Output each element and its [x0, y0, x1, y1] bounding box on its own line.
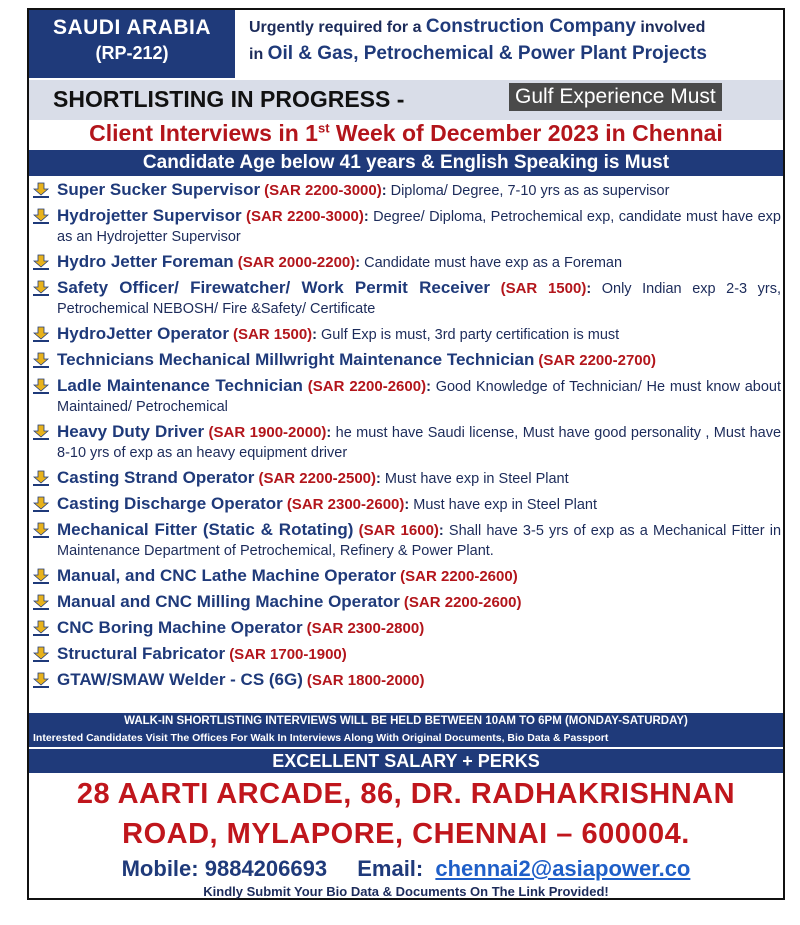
- job-item: Super Sucker Supervisor (SAR 2200-3000): Diploma/ Degree, 7-10 yrs as as supervisor: [33, 180, 781, 201]
- job-list: [33, 180, 781, 696]
- shortlisting-text: SHORTLISTING IN PROGRESS -: [53, 86, 405, 112]
- down-arrow-icon: [33, 671, 49, 689]
- down-arrow-icon: [33, 325, 49, 343]
- job-salary: (SAR 1500): [500, 280, 587, 297]
- requirement-line-2: in Oil & Gas, Petrochemical & Power Plant Projects: [249, 43, 707, 64]
- job-salary: (SAR 2200-2600): [400, 568, 518, 585]
- job-item: [33, 350, 781, 371]
- down-arrow-icon: [33, 495, 49, 513]
- job-description: Good Knowledge of Technician/ He must know about Maintained/ Petrochemical: [57, 379, 782, 415]
- job-title: Hydro Jetter Foreman: [57, 252, 234, 271]
- job-item: [33, 644, 781, 665]
- reference-code: (RP-212): [95, 43, 169, 63]
- job-description: Must have exp in Steel Plant: [384, 471, 569, 487]
- down-arrow-icon: [33, 279, 49, 297]
- job-item: Casting Strand Operator (SAR 2200-2500): Must have exp in Steel Plant: [33, 468, 781, 489]
- job-title: Manual, and CNC Lathe Machine Operator: [57, 566, 397, 585]
- contact-line: [29, 856, 783, 882]
- country-name: SAUDI ARABIA: [52, 16, 212, 39]
- job-description: Degree/ Diploma, Petrochemical exp, candidate must have exp as an Hydrojetter Supervisor: [57, 209, 782, 245]
- down-arrow-icon: [33, 645, 49, 663]
- job-description: Gulf Exp is must, 3rd party certification is must: [321, 327, 620, 343]
- address-line-1: 28 AARTI ARCADE, 86, DR. RADHAKRISHNAN: [76, 778, 736, 810]
- job-advert: [27, 8, 785, 900]
- job-salary: (SAR 1700-1900): [229, 646, 347, 663]
- job-title: Manual and CNC Milling Machine Operator: [57, 592, 400, 611]
- job-title: Technicians Mechanical Millwright Maintenance Technician: [57, 350, 535, 369]
- down-arrow-icon: [33, 469, 49, 487]
- job-salary: (SAR 2300-2600): [286, 496, 405, 513]
- mobile-label: Mobile:: [121, 856, 199, 881]
- requirement-line-1: Urgently required for a Construction Company involved: [249, 16, 706, 37]
- job-item: Hydrojetter Supervisor (SAR 2200-3000): Degree/ Diploma, Petrochemical exp, candidate must have exp as an Hydrojetter Supervisor: [33, 206, 781, 247]
- job-title: Hydrojetter Supervisor: [57, 206, 242, 225]
- job-item: Heavy Duty Driver (SAR 1900-2000): he must have Saudi license, Must have good personality , Must have 8-10 yrs of exp as an heavy equipment driver: [33, 422, 781, 463]
- age-requirement-bar: Candidate Age below 41 years & English Speaking is Must: [29, 150, 783, 176]
- job-item: [33, 566, 781, 587]
- job-description: he must have Saudi license, Must have good personality , Must have 8-10 yrs of exp as an heavy equipment driver: [57, 425, 782, 461]
- down-arrow-icon: [33, 521, 49, 539]
- job-salary: (SAR 2200-2700): [538, 352, 656, 369]
- email-label: Email:: [357, 856, 424, 881]
- job-title: Super Sucker Supervisor: [57, 180, 261, 199]
- down-arrow-icon: [33, 253, 49, 271]
- job-salary: (SAR 2200-2500): [258, 470, 377, 487]
- job-item: Ladle Maintenance Technician (SAR 2200-2600): Good Knowledge of Technician/ He must know about Maintained/ Petrochemical: [33, 376, 781, 417]
- job-salary: (SAR 2000-2200): [237, 254, 356, 271]
- job-description: Diploma/ Degree, 7-10 yrs as as supervisor: [390, 183, 670, 199]
- job-title: Heavy Duty Driver: [57, 422, 205, 441]
- gulf-experience-badge: Gulf Experience Must: [509, 83, 722, 111]
- mobile-number: 9884206693: [204, 856, 328, 881]
- job-item: [33, 618, 781, 639]
- job-salary: (SAR 1600): [358, 522, 439, 539]
- job-item: Safety Officer/ Firewatcher/ Work Permit Receiver (SAR 1500): Only Indian exp 2-3 yrs, Petrochemical NEBOSH/ Fire &Safety/ Certificate: [33, 278, 781, 319]
- job-description: Only Indian exp 2-3 yrs, Petrochemical NEBOSH/ Fire &Safety/ Certificate: [57, 281, 782, 317]
- job-salary: (SAR 2300-2800): [306, 620, 425, 637]
- job-salary: (SAR 1500): [232, 326, 313, 343]
- job-description: Candidate must have exp as a Foreman: [364, 255, 623, 271]
- job-title: CNC Boring Machine Operator: [57, 618, 303, 637]
- down-arrow-icon: [33, 377, 49, 395]
- job-title: HydroJetter Operator: [57, 324, 229, 343]
- job-title: Structural Fabricator: [57, 644, 226, 663]
- job-item: [33, 670, 781, 691]
- down-arrow-icon: [33, 181, 49, 199]
- job-title: Ladle Maintenance Technician: [57, 376, 303, 395]
- job-title: Casting Strand Operator: [57, 468, 255, 487]
- job-title: GTAW/SMAW Welder - CS (6G): [57, 670, 303, 689]
- down-arrow-icon: [33, 351, 49, 369]
- job-item: Casting Discharge Operator (SAR 2300-2600): Must have exp in Steel Plant: [33, 494, 781, 515]
- job-salary: (SAR 2200-3000): [264, 182, 382, 199]
- down-arrow-icon: [33, 423, 49, 441]
- job-item: HydroJetter Operator (SAR 1500): Gulf Exp is must, 3rd party certification is must: [33, 324, 781, 345]
- job-item: Mechanical Fitter (Static & Rotating) (SAR 1600): Shall have 3-5 yrs of exp as a Mechanical Fitter in Maintenance Department of Petrochemical, Refinery & Power Plant.: [33, 520, 781, 561]
- job-title: Safety Officer/ Firewatcher/ Work Permit Receiver: [57, 278, 490, 297]
- shortlisting-banner: [29, 80, 783, 120]
- email-link[interactable]: chennai2@asiapower.co: [435, 856, 691, 881]
- address-line-2: ROAD, MYLAPORE, CHENNAI – 600004.: [122, 818, 690, 850]
- down-arrow-icon: [33, 593, 49, 611]
- job-salary: (SAR 1800-2000): [306, 672, 425, 689]
- job-description: Must have exp in Steel Plant: [413, 497, 598, 513]
- job-salary: (SAR 2200-2600): [403, 594, 522, 611]
- salary-perks-bar: EXCELLENT SALARY + PERKS: [29, 749, 783, 773]
- job-item: [33, 592, 781, 613]
- job-description: Shall have 3-5 yrs of exp as a Mechanical Fitter in Maintenance Department of Petrochemical, Refinery & Power Plant.: [57, 523, 782, 559]
- interview-date-line: Client Interviews in 1st Week of December 2023 in Chennai: [89, 120, 723, 146]
- walkin-hours-bar: WALK-IN SHORTLISTING INTERVIEWS WILL BE HELD BETWEEN 10AM TO 6PM (MONDAY-SATURDAY): [29, 713, 783, 729]
- job-title: Mechanical Fitter (Static & Rotating): [57, 520, 354, 539]
- job-salary: (SAR 2200-2600): [307, 378, 427, 395]
- job-salary: (SAR 1900-2000): [208, 424, 327, 441]
- down-arrow-icon: [33, 567, 49, 585]
- requirement-header: [249, 14, 789, 68]
- walkin-instructions-bar: Interested Candidates Visit The Offices For Walk In Interviews Along With Original Documents, Bio Data & Passport: [29, 729, 783, 747]
- submit-note: Kindly Submit Your Bio Data & Documents On The Link Provided!: [203, 884, 609, 899]
- job-title: Casting Discharge Operator: [57, 494, 283, 513]
- country-box: [29, 10, 235, 78]
- down-arrow-icon: [33, 207, 49, 225]
- job-salary: (SAR 2200-3000): [245, 208, 364, 225]
- down-arrow-icon: [33, 619, 49, 637]
- job-item: Hydro Jetter Foreman (SAR 2000-2200): Candidate must have exp as a Foreman: [33, 252, 781, 273]
